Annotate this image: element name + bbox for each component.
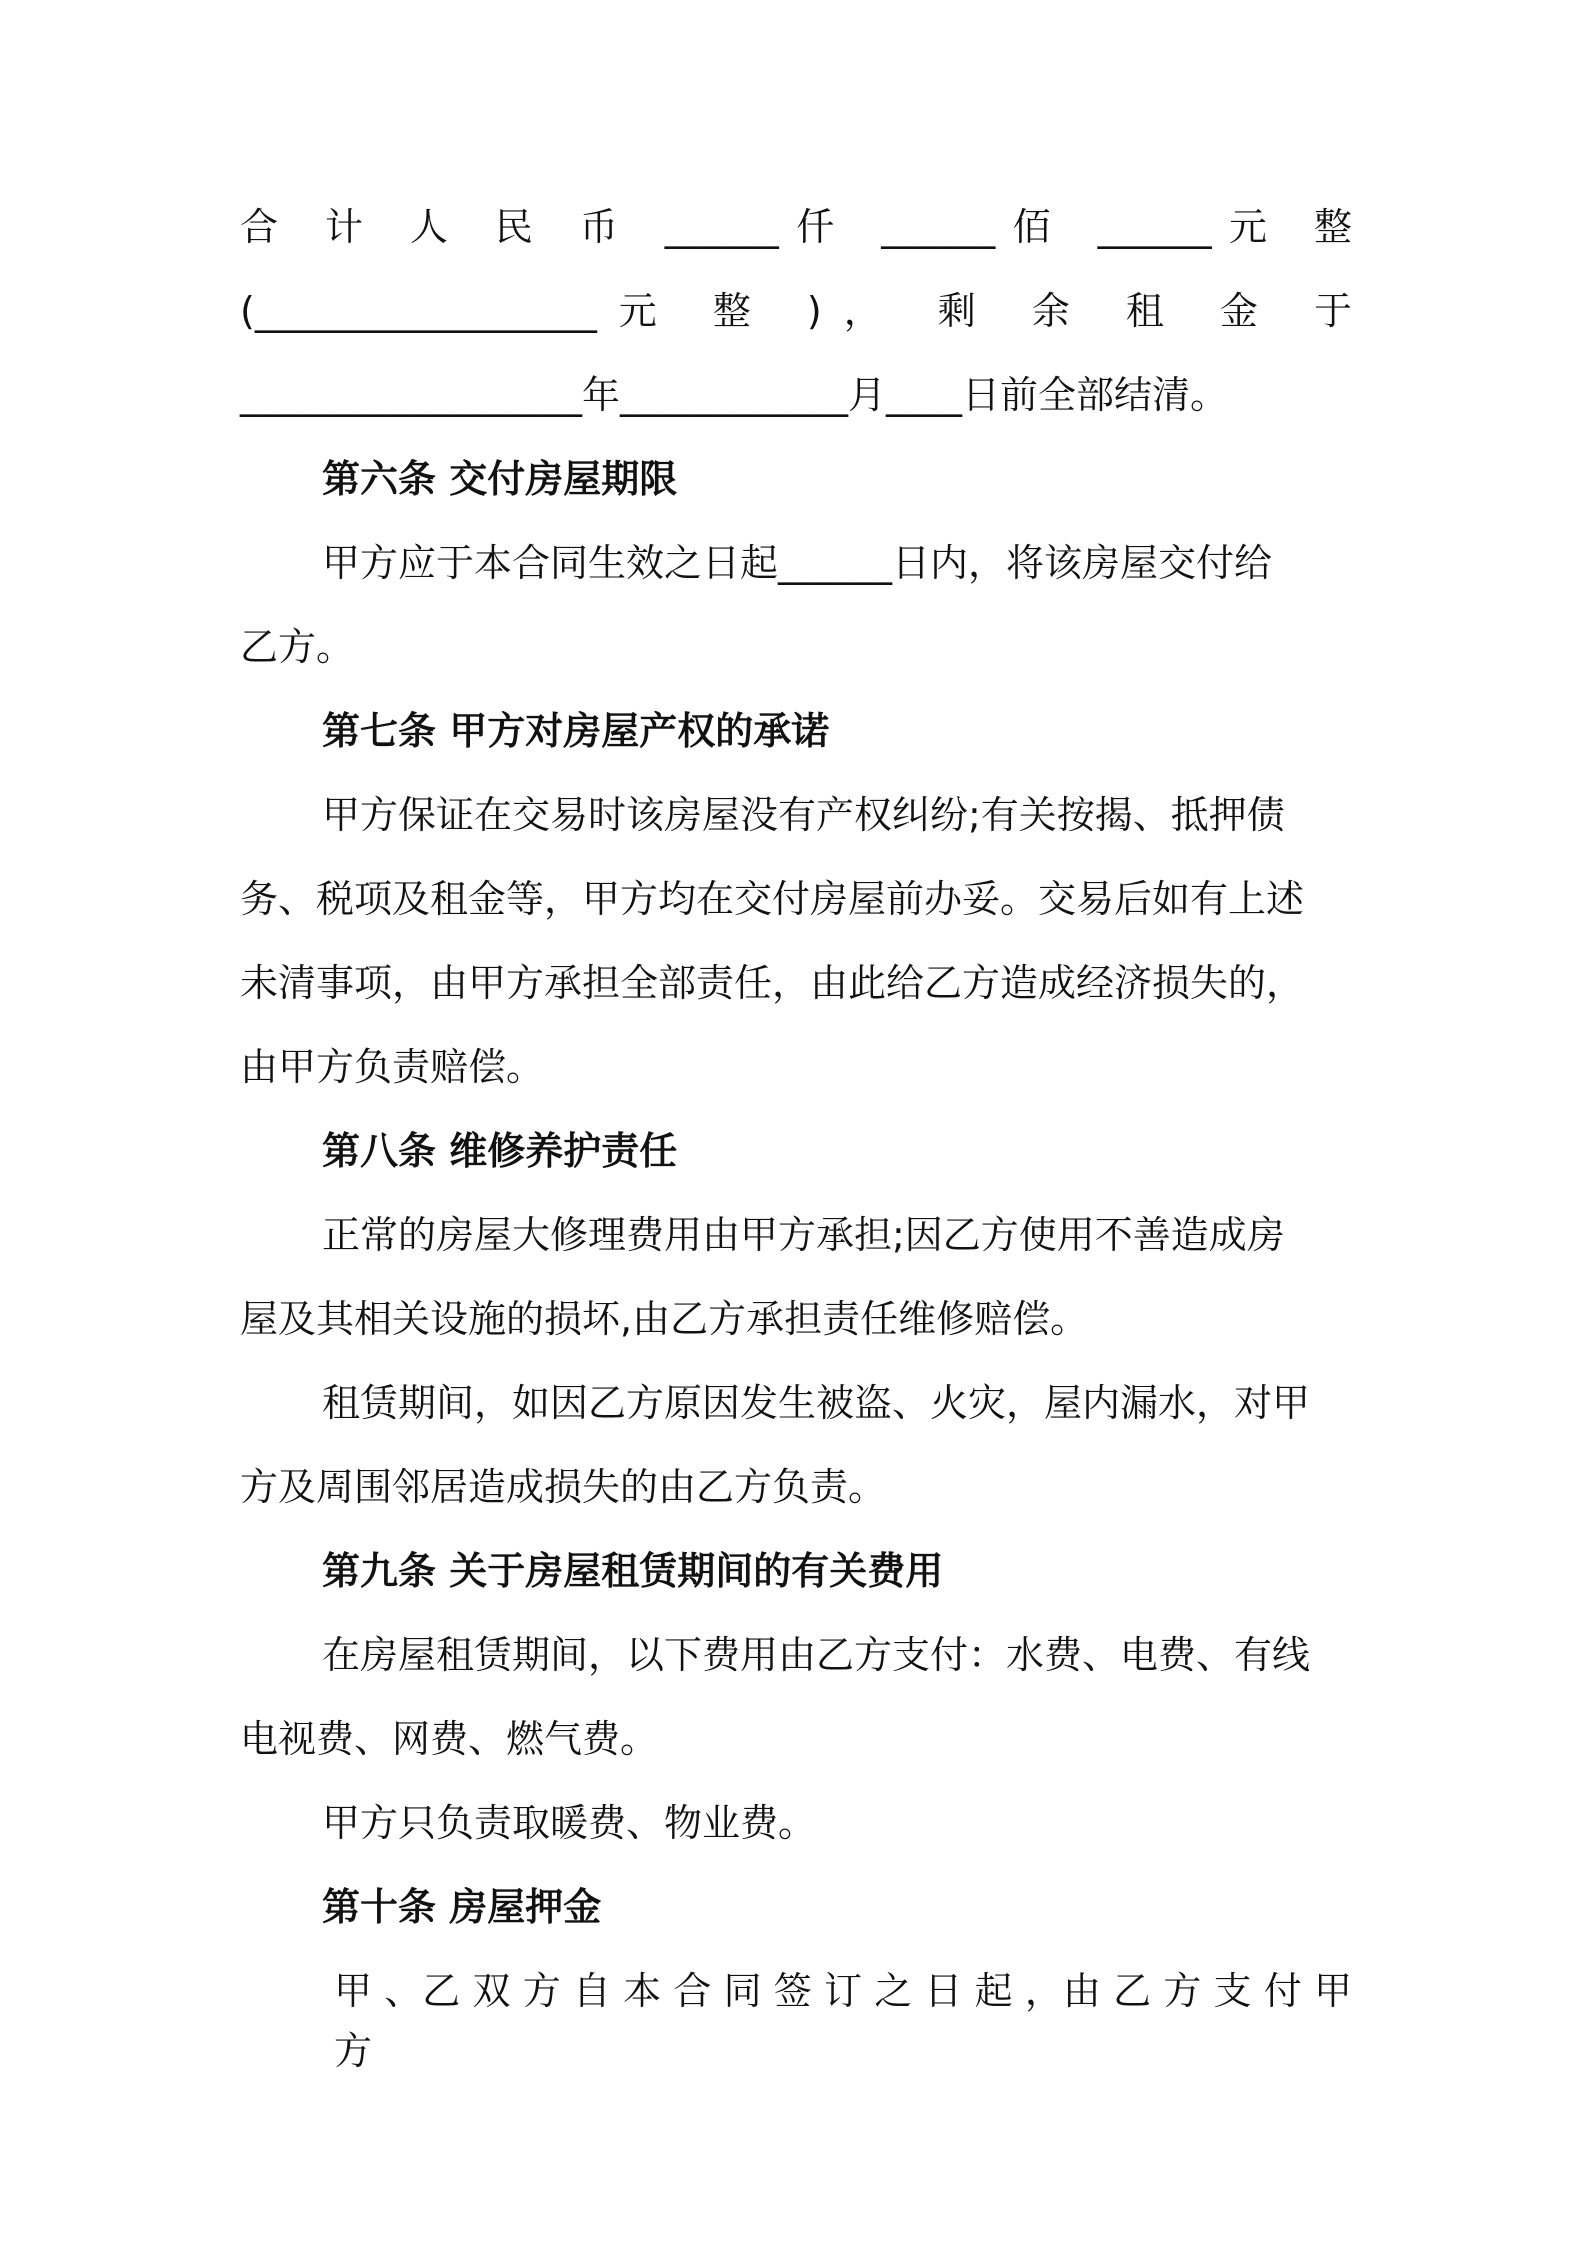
article-10-heading: 第十条 房屋押金 bbox=[322, 1885, 602, 1929]
text-line-11: 由甲方负责赔偿。 bbox=[240, 1045, 545, 1089]
text-line-15: 租赁期间，如因乙方原因发生被盗、火灾，屋内漏水，对甲 bbox=[322, 1381, 1311, 1425]
article-9-heading: 第九条 关于房屋租赁期间的有关费用 bbox=[322, 1549, 944, 1593]
text-line-2: (__________________元 整 )， 剩 余 租 金 于 bbox=[240, 289, 1352, 333]
text-line-3: __________________年____________月____日前全部结清。 bbox=[240, 373, 1229, 417]
text-line-16: 方及周围邻居造成损失的由乙方负责。 bbox=[240, 1465, 887, 1509]
text-line-22: 甲 、乙 双 方 自 本 合 同 签 订 之 日 起 ，由 乙 方 支 付 甲 方 bbox=[334, 1969, 1352, 2073]
text-line-18: 在房屋租赁期间，以下费用由乙方支付：水费、电费、有线 bbox=[322, 1633, 1311, 1677]
article-7-heading: 第七条 甲方对房屋产权的承诺 bbox=[322, 709, 830, 753]
text-line-8: 甲方保证在交易时该房屋没有产权纠纷;有关按揭、抵押债 bbox=[322, 793, 1285, 837]
text-line-10: 未清事项，由甲方承担全部责任，由此给乙方造成经济损失的， bbox=[240, 961, 1305, 1005]
text-line-14: 屋及其相关设施的损坏,由乙方承担责任维修赔偿。 bbox=[240, 1297, 1089, 1341]
text-line-6: 乙方。 bbox=[240, 625, 355, 669]
text-line-20: 甲方只负责取暖费、物业费。 bbox=[322, 1801, 817, 1845]
text-line-5: 甲方应于本合同生效之日起______日内，将该房屋交付给 bbox=[322, 541, 1273, 585]
article-6-heading: 第六条 交付房屋期限 bbox=[322, 457, 678, 501]
text-line-9: 务、税项及租金等，甲方均在交付房屋前办妥。交易后如有上述 bbox=[240, 877, 1305, 921]
text-line-1: 合 计 人 民 币 ______仟 ______佰 ______元 整 bbox=[240, 205, 1352, 249]
text-line-19: 电视费、网费、燃气费。 bbox=[240, 1717, 659, 1761]
article-8-heading: 第八条 维修养护责任 bbox=[322, 1129, 678, 1173]
text-line-13: 正常的房屋大修理费用由甲方承担;因乙方使用不善造成房 bbox=[322, 1213, 1285, 1257]
